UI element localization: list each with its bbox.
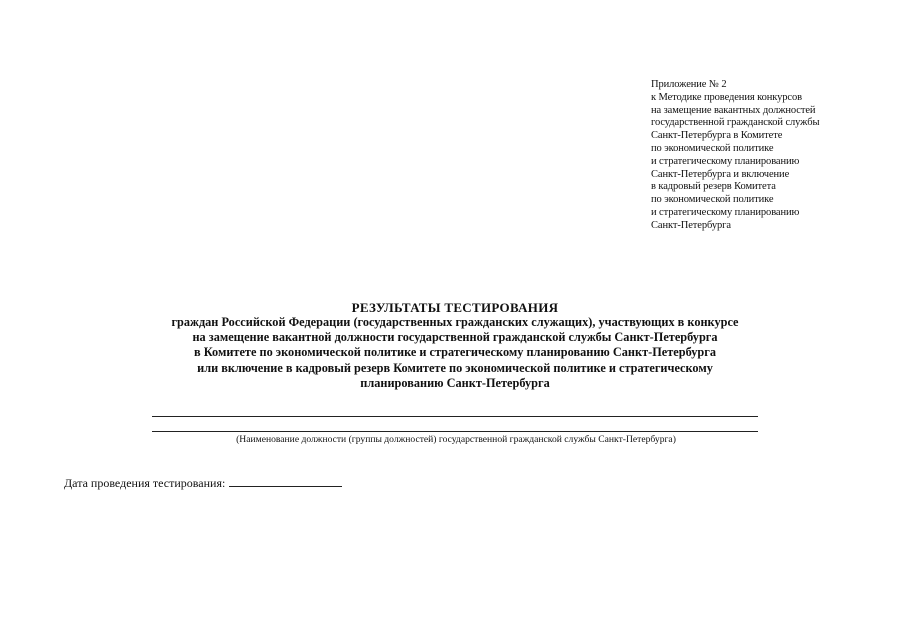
document-title: РЕЗУЛЬТАТЫ ТЕСТИРОВАНИЯ [351, 300, 559, 315]
document-subtitle-line: или включение в кадровый резерв Комитете по экономической политике и стратегическому [197, 360, 713, 375]
appendix-line: по экономической политике [651, 194, 774, 206]
document-subtitle-line: граждан Российской Федерации (государственных гражданских служащих), участвующих в конкурсе [171, 315, 739, 329]
position-field-line[interactable] [152, 416, 758, 417]
date-field-blank[interactable] [229, 474, 342, 487]
appendix-line: Санкт-Петербурга и включение [651, 168, 790, 180]
appendix-line: по экономической политике [651, 142, 774, 154]
appendix-line: государственной гражданской службы [651, 117, 820, 129]
appendix-line: и стратегическому планированию [651, 206, 800, 218]
appendix-line: к Методике проведения конкурсов [651, 91, 802, 103]
position-field-caption: (Наименование должности (группы должностей) государственной гражданской службы Санкт-Петербурга) [236, 434, 676, 445]
document-subtitle-line: на замещение вакантной должности государственной гражданской службы Санкт-Петербурга [192, 330, 718, 345]
date-row [64, 474, 342, 491]
appendix-line: в кадровый резерв Комитета [651, 181, 776, 193]
appendix-line: и стратегическому планированию [651, 155, 800, 167]
date-label: Дата проведения тестирования: [64, 476, 226, 490]
position-field-line[interactable] [152, 431, 758, 432]
appendix-line: Санкт-Петербурга в Комитете [651, 130, 783, 142]
appendix-line: на замещение вакантных должностей [651, 104, 816, 116]
document-subtitle-line: планированию Санкт-Петербурга [360, 375, 550, 390]
document-subtitle-line: в Комитете по экономической политике и стратегическому планированию Санкт-Петербурга [194, 345, 716, 360]
document-heading [100, 300, 810, 391]
appendix-line: Приложение № 2 [651, 79, 727, 90]
appendix-note [651, 79, 891, 233]
appendix-line: Санкт-Петербурга [651, 219, 731, 231]
